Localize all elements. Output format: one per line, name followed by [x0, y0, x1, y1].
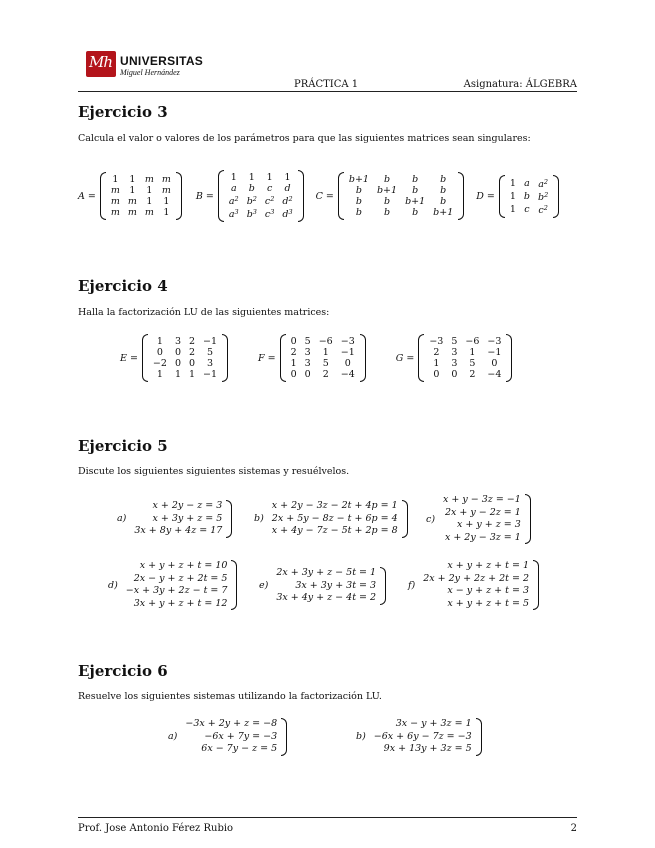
exercise-4-matrices	[120, 334, 512, 382]
lu-system-b: b) 3x − y + 3z = 1 −6x + 6y − 7z = −3 9x + 13y + 3z = 5	[356, 718, 482, 756]
exercise-5-title: Ejercicio 5	[78, 437, 168, 455]
logo-title: UNIVERSITAS	[120, 53, 204, 68]
system-d: d) x + y + z + t = 10 2x − y + z + 2t = 5 −x + 3y + 2z − t = 7 3x + y + z + t = 12	[108, 560, 237, 610]
matrix-e: 1 3 2 −1 0 0 2 5 −2 0 0 3 1 1 1 −1	[142, 334, 228, 382]
matrix-g-label: G =	[395, 352, 415, 364]
matrix-a-label: A =	[78, 190, 96, 202]
page-number: 2	[570, 823, 577, 834]
system-e: e) 2x + 3y + z − 5t = 1 3x + 3y + 3t = 3 3x + 4y + z − 4t = 2	[259, 567, 386, 605]
exercise-3-text: Calcula el valor o valores de los parámetros para que las siguientes matrices sean singulares:	[78, 133, 531, 144]
matrix-d: 1 a $a^2$ 1 b $b^2$ 1 c $c^2$	[499, 175, 559, 218]
exercise-5-text: Discute los siguientes siguientes sistemas y resuélvelos.	[78, 466, 350, 477]
university-logo	[86, 50, 203, 78]
exercise-6-text: Resuelve los siguientes sistemas utilizando la factorización LU.	[78, 691, 382, 702]
header-rule	[78, 91, 577, 92]
system-c: c) x + y − 3z = −1 2x + y − 2z = 1 x + y + z = 3 x + 2y − 3z = 1	[426, 494, 531, 544]
logo-icon: Mh	[86, 51, 116, 77]
header-subject: Asignatura: ÁLGEBRA	[463, 79, 577, 90]
matrix-f-label: F =	[258, 352, 276, 364]
footer-rule	[78, 817, 577, 818]
exercise-6-title: Ejercicio 6	[78, 662, 168, 680]
logo-subtitle: Miguel Hernández	[120, 67, 180, 77]
matrix-b: 1 1 1 1 a b c d $a^2$ $b^2$ $c^2$ $d^2$ $a^3$ $b^3$ $c^3$ $d^3$	[218, 170, 304, 222]
system-f: f) x + y + z + t = 1 2x + 2y + 2z + 2t = 2 x − y + z + t = 3 x + y + z + t = 5	[408, 560, 539, 610]
matrix-g: −3 5 −6 −3 2 3 1 −1 1 3 5 0 0 0 2 −4	[418, 334, 512, 382]
matrix-a: 1 1 m m m 1 1 m m m 1 1 m m m 1	[100, 172, 182, 220]
exercise-3-matrices	[78, 170, 559, 222]
matrix-d-label: D =	[476, 190, 495, 202]
system-b: b) x + 2y − 3z − 2t + 4p = 1 2x + 5y − 8z − t + 6p = 4 x + 4y − 7z − 5t + 2p = 8	[254, 500, 408, 538]
lu-system-a: a) −3x + 2y + z = −8 −6x + 7y = −3 6x − 7y − z = 5	[168, 718, 287, 756]
footer-author: Prof. Jose Antonio Férez Rubio	[78, 823, 234, 834]
exercise-3-title: Ejercicio 3	[78, 103, 168, 121]
system-a: a) x + 2y − z = 3 x + 3y + z = 5 3x + 8y + 4z = 17	[117, 500, 232, 538]
matrix-f: 0 5 −6 −3 2 3 1 −1 1 3 5 0 0 0 2 −4	[280, 334, 366, 382]
header-practice: PRÁCTICA 1	[294, 79, 359, 90]
matrix-b-label: B =	[195, 190, 214, 202]
exercise-4-text: Halla la factorización LU de las siguientes matrices:	[78, 307, 330, 318]
matrix-e-label: E =	[120, 352, 138, 364]
matrix-c: b+1 b b b b b+1 b b b b b+1 b b b b b+1	[338, 172, 464, 220]
matrix-c-label: C =	[315, 190, 334, 202]
exercise-4-title: Ejercicio 4	[78, 277, 168, 295]
